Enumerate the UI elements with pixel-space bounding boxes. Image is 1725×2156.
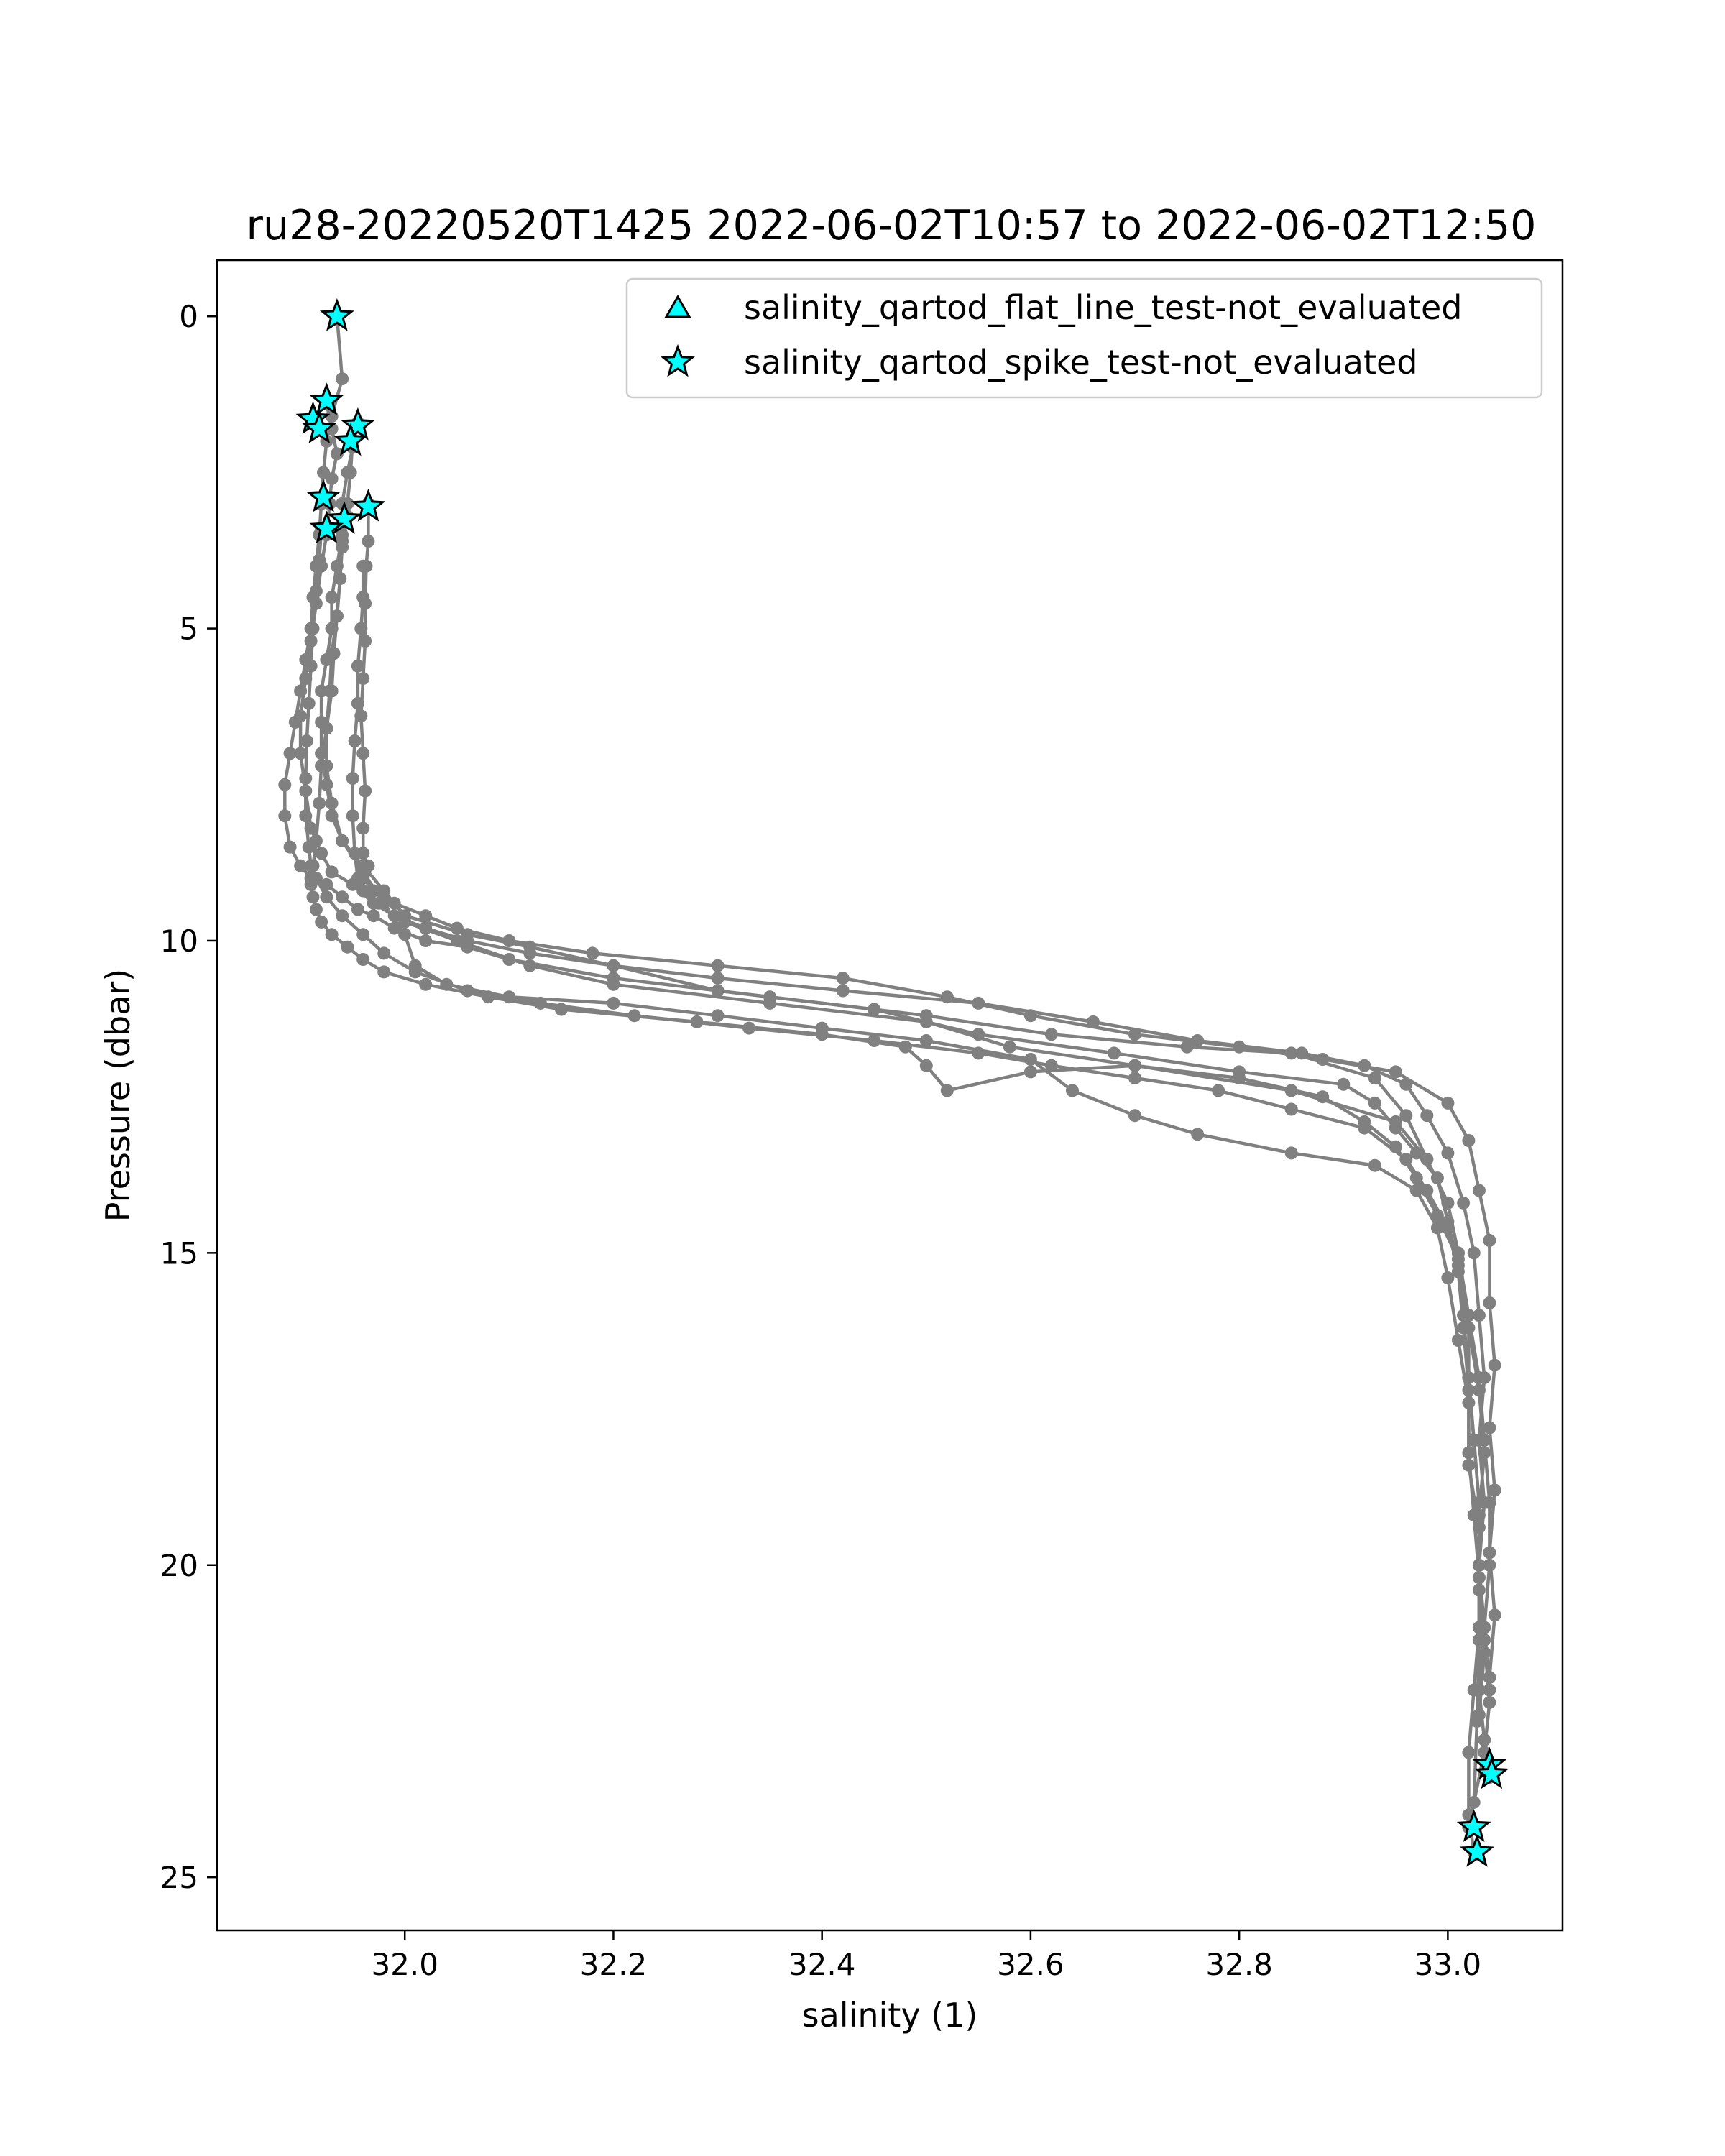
profile-point: [941, 1084, 954, 1097]
profile-point: [763, 997, 776, 1010]
profile-point: [305, 635, 318, 648]
profile-point: [1389, 1065, 1402, 1078]
profile-point: [523, 946, 536, 959]
profile-point: [1368, 1159, 1381, 1172]
profile-point: [1066, 1084, 1079, 1097]
profile-point: [1462, 1384, 1475, 1397]
profile-point: [555, 1003, 568, 1016]
x-tick-label: 32.0: [371, 1947, 438, 1982]
profile-point: [398, 928, 411, 941]
profile-point: [1431, 1171, 1444, 1184]
profile-point: [607, 997, 620, 1010]
profile-point: [1420, 1109, 1433, 1122]
profile-point: [1462, 1396, 1475, 1409]
profile-point: [1285, 1146, 1298, 1159]
profile-point: [323, 685, 336, 698]
profile-point: [1489, 1484, 1501, 1497]
profile-point: [354, 709, 367, 722]
profile-point: [1483, 1684, 1496, 1697]
profile-point: [1316, 1090, 1329, 1103]
profile-point: [1399, 1078, 1412, 1091]
profile-point: [377, 965, 390, 978]
profile-point: [388, 909, 401, 922]
profile-point: [351, 872, 364, 885]
profile-point: [367, 909, 380, 922]
profile-point: [315, 747, 328, 760]
profile-point: [1462, 1746, 1475, 1759]
profile-point: [336, 535, 349, 548]
profile-point: [315, 847, 328, 860]
x-tick-label: 33.0: [1414, 1947, 1482, 1982]
x-tick-label: 32.2: [579, 1947, 648, 1982]
profile-point: [920, 1034, 933, 1047]
profile-point: [1191, 1034, 1204, 1047]
profile-point: [313, 797, 326, 810]
profile-point: [310, 903, 323, 916]
profile-point: [349, 847, 362, 860]
profile-point: [837, 972, 850, 985]
profile-point: [1483, 1422, 1496, 1434]
profile-point: [1473, 1559, 1486, 1572]
profile-point: [326, 865, 339, 878]
profile-point: [461, 934, 474, 947]
profile-point: [1410, 1184, 1423, 1197]
profile-point: [1024, 1053, 1037, 1066]
profile-point: [1410, 1171, 1423, 1184]
profile-point: [326, 797, 339, 810]
profile-point: [534, 997, 547, 1010]
profile-point: [1441, 1097, 1454, 1110]
profile-point: [377, 946, 390, 959]
profile-point: [868, 1003, 880, 1016]
profile-point: [356, 560, 369, 573]
profile-point: [354, 622, 367, 635]
profile-point: [326, 647, 339, 660]
profile-point: [1431, 1222, 1444, 1235]
profile-point: [1024, 1009, 1037, 1022]
profile-point: [1468, 1246, 1481, 1259]
profile-point: [502, 953, 515, 966]
profile-point: [419, 922, 432, 935]
profile-point: [1473, 1184, 1486, 1197]
profile-point: [307, 622, 320, 635]
profile-point: [1473, 1521, 1486, 1534]
y-tick-label: 0: [179, 299, 198, 335]
profile-point: [1128, 1072, 1141, 1084]
profile-point: [320, 890, 333, 903]
profile-point: [1399, 1153, 1412, 1166]
profile-point: [356, 591, 369, 604]
profile-point: [1358, 1122, 1371, 1135]
profile-point: [1316, 1053, 1329, 1066]
profile-point: [1431, 1209, 1444, 1222]
profile-point: [1233, 1041, 1246, 1054]
profile-point: [1483, 1234, 1496, 1247]
profile-point: [278, 809, 291, 822]
profile-point: [320, 722, 333, 735]
profile-point: [356, 747, 369, 760]
profile-point: [1473, 1434, 1486, 1447]
profile-point: [1483, 1296, 1496, 1309]
profile-point: [320, 778, 333, 791]
profile-point: [294, 685, 307, 698]
profile-point: [307, 890, 320, 903]
profile-point: [1128, 1028, 1141, 1041]
profile-point: [502, 990, 515, 1003]
profile-point: [326, 622, 339, 635]
profile-point: [341, 941, 354, 954]
profile-point: [1462, 1134, 1475, 1147]
profile-point: [607, 959, 620, 972]
profile-point: [356, 885, 369, 898]
profile-point: [419, 909, 432, 922]
profile-point: [326, 591, 339, 604]
profile-point: [1212, 1084, 1225, 1097]
profile-point: [303, 697, 316, 710]
profile-point: [300, 734, 313, 747]
chart-title: ru28-20220520T1425 2022-06-02T10:57 to 2022-06-02T12:50: [246, 202, 1537, 249]
profile-point: [351, 660, 364, 673]
x-axis-label: salinity (1): [801, 1996, 978, 2035]
profile-point: [607, 978, 620, 991]
profile-point: [1473, 1584, 1486, 1597]
profile-point: [920, 1015, 933, 1028]
profile-point: [691, 1015, 704, 1028]
profile-point: [320, 760, 333, 773]
profile-point: [310, 597, 323, 610]
profile-point: [1024, 1065, 1037, 1078]
profile-point: [1087, 1015, 1100, 1028]
profile-point: [1128, 1109, 1141, 1122]
profile-point: [1368, 1097, 1381, 1110]
profile-point: [1468, 1508, 1481, 1521]
profile-point: [1233, 1072, 1246, 1084]
profile-point: [419, 978, 432, 991]
profile-point: [349, 734, 362, 747]
profile-point: [1128, 1059, 1141, 1072]
profile-point: [346, 809, 359, 822]
profile-point: [1473, 1309, 1486, 1322]
profile-point: [336, 909, 349, 922]
profile-point: [326, 928, 339, 941]
profile-point: [294, 709, 307, 722]
profile-point: [1473, 1621, 1486, 1634]
profile-point: [1389, 1122, 1402, 1135]
profile-point: [712, 972, 724, 985]
profile-point: [1489, 1608, 1501, 1621]
profile-point: [451, 922, 464, 935]
profile-point: [440, 978, 453, 991]
profile-point: [1473, 1708, 1486, 1721]
profile-point: [1358, 1059, 1371, 1072]
profile-point: [326, 809, 339, 822]
profile-point: [1441, 1271, 1454, 1284]
profile-point: [1191, 1128, 1204, 1141]
profile-point: [1478, 1496, 1491, 1509]
profile-point: [278, 778, 291, 791]
profile-point: [1483, 1696, 1496, 1709]
profile-point: [362, 535, 374, 548]
profile-point: [1462, 1459, 1475, 1472]
legend: [627, 279, 1542, 397]
profile-point: [419, 934, 432, 947]
profile-point: [628, 1009, 641, 1022]
x-tick-label: 32.6: [997, 1947, 1064, 1982]
profile-point: [1441, 1197, 1454, 1210]
profile-point: [920, 1059, 933, 1072]
profile-point: [1389, 1141, 1402, 1153]
profile-point: [1483, 1671, 1496, 1684]
profile-point: [303, 841, 316, 854]
profile-point: [409, 959, 422, 972]
profile-point: [899, 1041, 912, 1054]
profile-point: [502, 934, 515, 947]
profile-point: [972, 1046, 985, 1059]
profile-point: [1368, 1072, 1381, 1084]
profile-point: [1468, 1796, 1481, 1809]
profile-point: [1473, 1634, 1486, 1646]
profile-point: [310, 872, 323, 885]
profile-point: [299, 772, 312, 785]
profile-point: [712, 959, 724, 972]
profile-point: [305, 660, 318, 673]
profile-point: [1285, 1103, 1298, 1116]
profile-point: [1457, 1197, 1470, 1210]
profile-point: [334, 572, 346, 585]
profile-point: [461, 985, 474, 998]
profile-point: [351, 903, 364, 916]
profile-point: [816, 1022, 829, 1035]
profile-point: [1489, 1359, 1501, 1372]
profile-point: [1468, 1684, 1481, 1697]
profile-point: [1337, 1078, 1350, 1091]
profile-point: [837, 985, 850, 998]
profile-point: [315, 916, 328, 929]
profile-point: [331, 560, 344, 573]
profile-point: [1045, 1028, 1058, 1041]
profile-point: [1003, 1041, 1016, 1054]
profile-point: [1478, 1446, 1491, 1459]
profile-point: [1045, 1059, 1058, 1072]
profile-point: [482, 990, 494, 1003]
profile-point: [1441, 1146, 1454, 1159]
profile-point: [1295, 1046, 1308, 1059]
profile-point: [336, 834, 349, 847]
y-tick-label: 20: [160, 1547, 198, 1583]
y-tick-label: 5: [179, 611, 198, 647]
profile-point: [294, 747, 307, 760]
y-tick-label: 15: [160, 1235, 198, 1271]
profile-point: [336, 890, 349, 903]
profile-point: [299, 809, 312, 822]
profile-point: [359, 785, 372, 798]
profile-point: [1478, 1733, 1491, 1746]
profile-point: [1457, 1322, 1470, 1335]
legend-label: salinity_qartod_spike_test-not_evaluated: [744, 343, 1418, 382]
profile-point: [1108, 1046, 1121, 1059]
profile-point: [1483, 1546, 1496, 1559]
y-tick-label: 25: [160, 1860, 198, 1896]
profile-point: [346, 772, 359, 785]
profile-point: [336, 372, 349, 385]
profile-point: [356, 928, 369, 941]
profile-point: [284, 841, 297, 854]
profile-point: [305, 822, 318, 835]
profile-point: [523, 959, 536, 972]
profile-point: [586, 946, 599, 959]
x-tick-label: 32.8: [1205, 1947, 1273, 1982]
y-tick-label: 10: [160, 923, 198, 959]
profile-point: [868, 1034, 880, 1047]
profile-point: [1452, 1253, 1465, 1266]
legend-label: salinity_qartod_flat_line_test-not_evaluated: [744, 288, 1463, 327]
profile-point: [351, 697, 364, 710]
profile-point: [299, 785, 312, 798]
profile-point: [712, 985, 724, 998]
profile-point: [359, 635, 372, 648]
profile-point: [1478, 1371, 1491, 1384]
profile-point: [310, 585, 323, 598]
profile-point: [356, 953, 369, 966]
y-axis-label: Pressure (dbar): [98, 968, 137, 1222]
profile-point: [326, 472, 339, 485]
profile-point: [1473, 1571, 1486, 1584]
profile-point: [1462, 1446, 1475, 1459]
profile-point: [344, 466, 357, 479]
profile-point: [972, 1028, 985, 1041]
profile-point: [331, 609, 344, 622]
profile-point: [313, 553, 326, 566]
profile-point: [356, 672, 369, 685]
profile-point: [1452, 1334, 1465, 1347]
profile-point: [941, 990, 954, 1003]
profile-point: [1478, 1646, 1491, 1659]
profile-point: [305, 860, 318, 872]
profile-point: [972, 997, 985, 1010]
profile-point: [742, 1022, 755, 1035]
profile-point: [356, 822, 369, 835]
profile-point: [712, 1009, 724, 1022]
profile-point: [299, 672, 312, 685]
profile-point: [372, 897, 385, 910]
profile-point: [1285, 1084, 1298, 1097]
x-tick-label: 32.4: [788, 1947, 856, 1982]
